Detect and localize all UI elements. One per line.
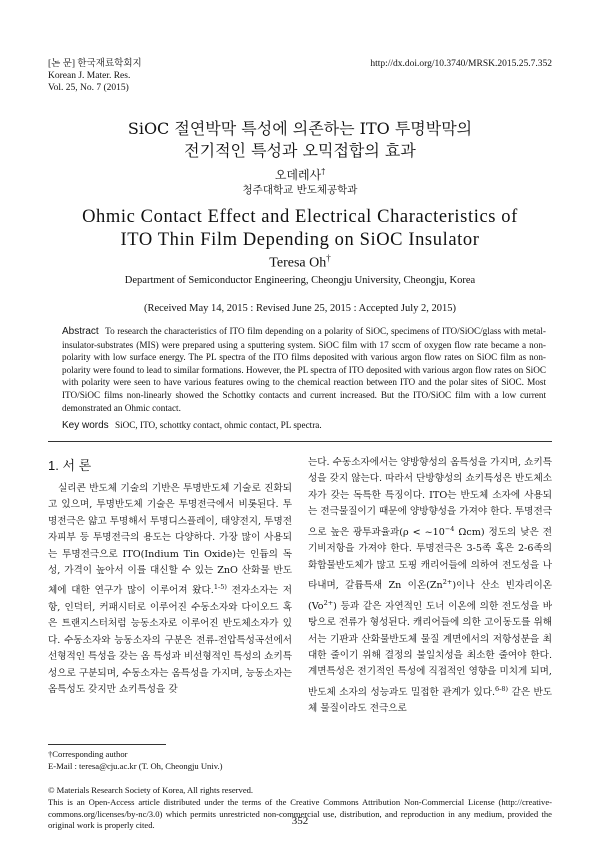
doi-link[interactable]: http://dx.doi.org/10.3740/MRSK.2015.25.7.352	[370, 59, 552, 69]
english-author	[0, 253, 600, 272]
exponent: −4	[444, 524, 455, 533]
intro-text-a: 실리콘 반도체 기술의 기반은 투명반도체 기술로 진화되고 있으며, 투명반도체 기술은 투명전극에서 비롯된다. 투명전극은 얇고 투명해서 투명디스플레이, 태양전지, 투명전자피부 등 투명전극의 용도는 다양하다. 가장 많이 사용되는 투명전극으로 ITO(Indium Tin Oxide)는 인듐의 독성, 가격이 높아서 이를 대신할 수 있는 ZnO 산화물 반도체에 대한 연구가 많이 이루어져 왔다.	[48, 483, 292, 597]
intro-text-c: 는다. 수동소자에서는 양방향성의 옴특성을 가지며, 쇼키특성을 갖지 않는다. 따라서 단방향성의 쇼키특성은 반도체소자가 갖는 독특한 특징이다. ITO는 반도체 소자에 사용되는 전극물질이기 때문에 양방향성을 가져야 한다. 투명전극으로 높은 광투과율과(ρ < ~10	[308, 457, 552, 538]
footnote-rule	[48, 744, 166, 745]
english-title-line1: Ohmic Contact Effect and Electrical Characteristics of	[82, 207, 518, 227]
journal-name-en: Korean J. Mater. Res.	[48, 71, 131, 81]
corresponding-mark-en: †	[326, 253, 331, 263]
ion-charge-zn: 2+	[442, 578, 453, 587]
corresponding-mark: †	[321, 167, 326, 176]
keywords-label: Key words	[62, 420, 109, 431]
corresponding-author-note: †Corresponding author	[48, 749, 128, 759]
keywords-text: SiOC, ITO, schottky contact, ohmic contact, PL spectra.	[114, 420, 322, 430]
korean-title-line1: SiOC 절연박막 특성에 의존하는 ITO 투명박막의	[127, 119, 473, 138]
section-heading-introduction: 1. 서 론	[48, 458, 92, 473]
citation-ref: 1-5)	[213, 583, 227, 592]
intro-text-e: )이나 산소 빈자리이온(Vo	[308, 580, 553, 612]
korean-affiliation: 청주대학교 반도체공학과	[242, 184, 358, 196]
intro-text-b: 전자소자는 저항, 인덕터, 커패시터로 이루어진 수동소자와 다이오드 혹은 트랜지스터처럼 능동소자로 이루어진 반도체소자가 있다. 수동소자와 능동소자의 구분은 전류-전압특성곡선에서 선형적인 특성을 갖는 옴 특성과 비선형적인 특성의 쇼키특성으로 구분되며, 수동소자는 옴특성을 가지며, 능동소자는 옴특성도 갖지만 쇼키특성을 갖	[48, 585, 292, 696]
korean-title	[0, 118, 600, 162]
intro-text-g: 같은 반도체 물질이라도 전극으로	[308, 687, 552, 715]
journal-volume: Vol. 25, No. 7 (2015)	[48, 83, 129, 93]
english-title	[0, 206, 600, 252]
journal-info	[48, 58, 142, 94]
body-column-right	[308, 455, 552, 718]
english-title-line2: ITO Thin Film Depending on SiOC Insulator	[120, 230, 480, 250]
footnote	[48, 749, 552, 773]
copyright-line: © Materials Research Society of Korea, All rights reserved.	[48, 785, 254, 795]
ion-charge-vo: 2+	[323, 598, 334, 607]
citation-ref-2: 6-8)	[495, 684, 509, 693]
korean-author	[0, 166, 600, 183]
license-text: This is an Open-Access article distributed under the terms of the Creative Commons Attribution Non-Commercial License (http://creative-commons.org/licenses/by-nc/3.0) which permits unrestricted non-commercial use, distribution, and reproduction in any medium, provided the original work is properly cited.	[48, 796, 552, 831]
journal-name-ko: [논 문] 한국재료학회지	[48, 59, 142, 69]
received-dates: (Received May 14, 2015 : Revised June 25, 2015 : Accepted July 2, 2015)	[143, 303, 457, 314]
body-column-left	[48, 481, 292, 698]
author-email: E-Mail : teresa@cju.ac.kr (T. Oh, Cheongju Univ.)	[48, 760, 223, 771]
korean-author-name: 오데레사	[274, 168, 322, 182]
intro-text-f: ) 등과 같은 자연적인 도너 이온에 의한 전도성을 바탕으로 전류가 형성된다. 캐리어들에 의한 고이동도를 위해서는 기판과 산화물반도체 물질 계면에서의 저항성분을 최대한 줄이기 위해 결정의 불일치성을 최소한 줄여야 한다. 계면특성은 전기적인 특성에 직접적인 영향을 미치게 되며, 반도체 소자의 성능과도 밀접한 관계가 있다.	[308, 600, 552, 699]
section-divider	[48, 441, 552, 442]
korean-title-line2: 전기적인 특성과 오믹접합의 효과	[184, 141, 416, 160]
english-author-name: Teresa Oh	[269, 255, 327, 271]
page-number: 352	[291, 815, 309, 827]
english-affiliation: Department of Semiconductor Engineering, Cheongju University, Cheongju, Korea	[124, 275, 476, 286]
intro-paragraph-1	[48, 481, 292, 698]
abstract-text: To research the characteristics of ITO film depending on a polarity of SiOC, specimens of ITO/SiOC/glass with metal-insulator-substrates (MIS) were prepared using a sputtering system. SiOC film with 17 sccm of oxygen flow rate became a non-polarity with low surface energy. The PL spectra of the ITO films deposited with various argon flow rates on SiOC film as non-polarity were found to lead to similar formations. However, the PL spectra of ITO deposited with various argon flow rates on SiOC with polarity were seen to have various features owing to the chemical reaction between ITO and the polar sites of SiOC. Most ITO/SiOC films non-linearly showed the Schottky contacts and current increased. But the ITO/SiOC film with a low current demonstrated an Ohmic contact.	[62, 326, 546, 413]
keywords	[62, 420, 546, 431]
intro-text-d: Ωcm) 정도의 낮은 전기비저항을 가져야 한다. 투명전극은 3-5족 혹은 2-6족의 화합물반도체가 많고 도핑 캐리어들에 의하여 전도성을 나타내며, 갈륨특새 Zn 이온(Zn	[308, 526, 552, 592]
abstract-label: Abstract	[62, 326, 99, 337]
intro-paragraph-2	[308, 455, 552, 718]
abstract	[62, 325, 546, 414]
